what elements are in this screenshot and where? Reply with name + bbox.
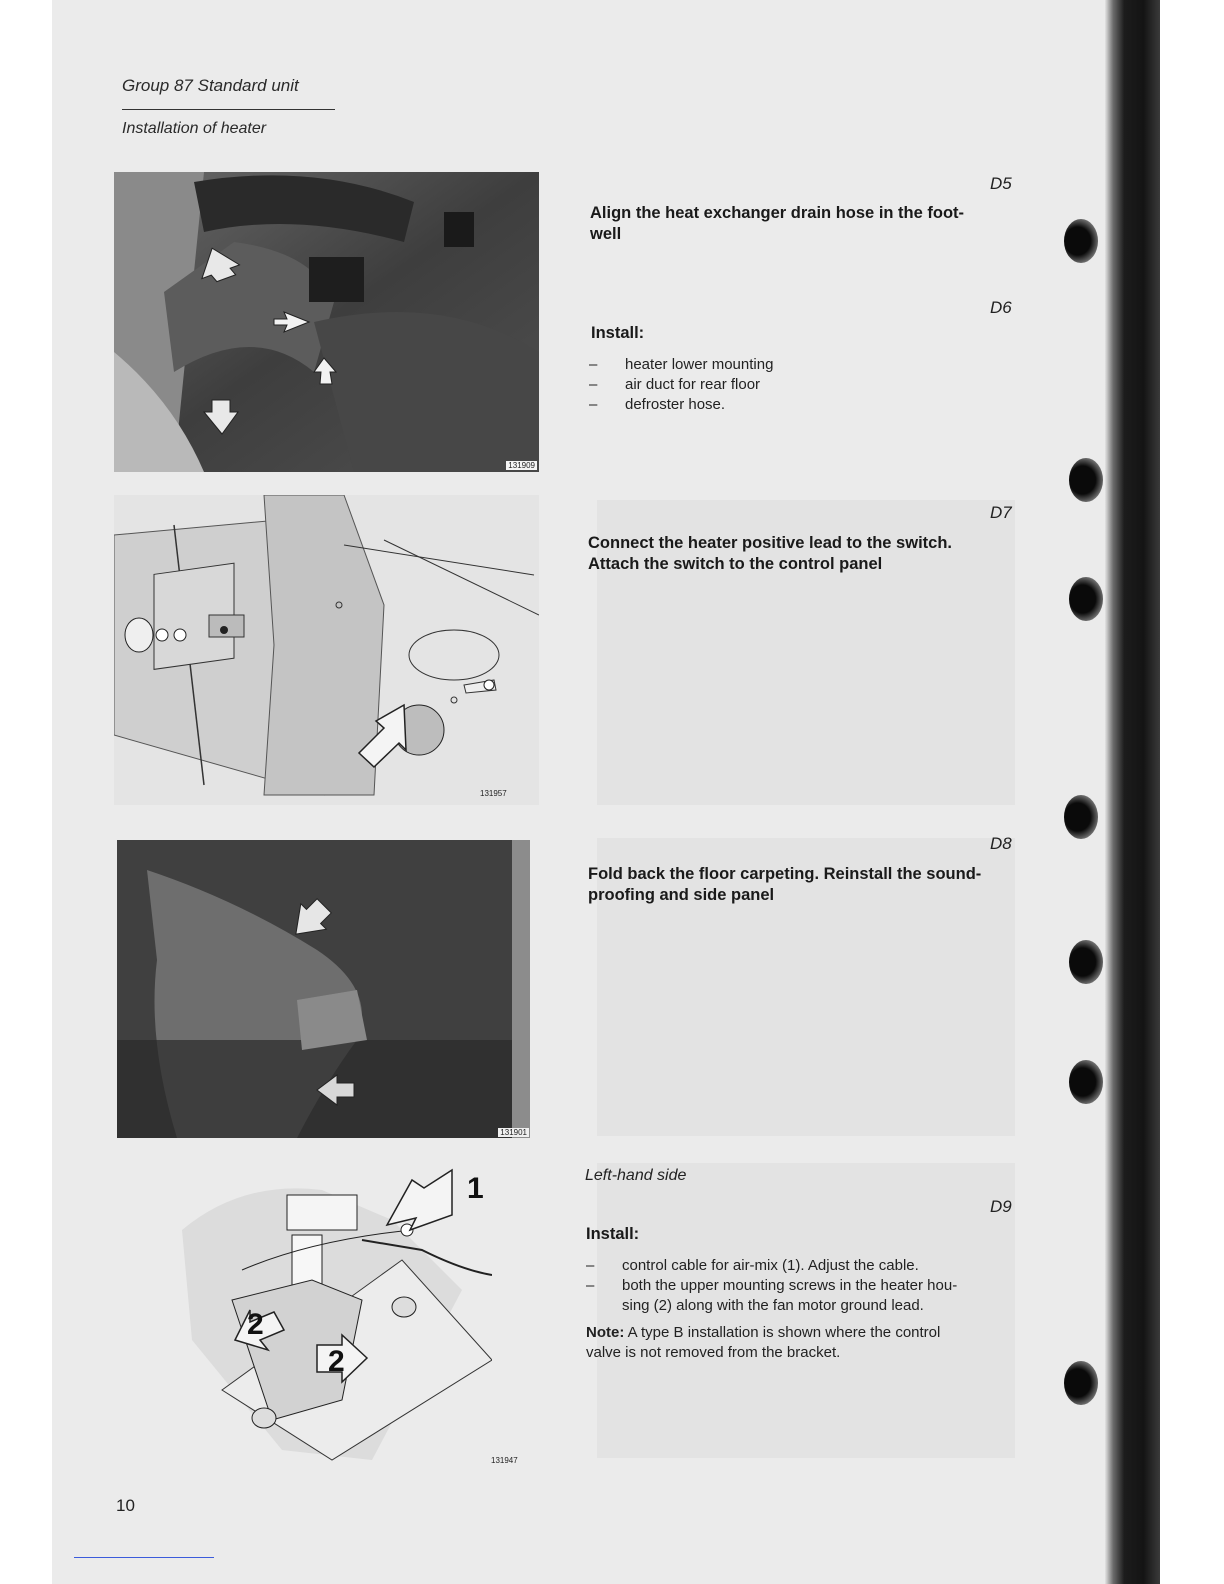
list-item (589, 375, 1009, 395)
callout-2a-label: 2 (247, 1308, 264, 1341)
step-title-line: Connect the heater positive lead to the switch. (588, 534, 952, 552)
drawing-d9-air-mix-cable (162, 1160, 518, 1470)
list-item-text: heater lower mounting (625, 356, 774, 373)
list-item-text: sing (2) along with the fan motor ground lead. (622, 1297, 924, 1314)
step-title-d8 (588, 864, 1028, 906)
step-title-line: well (590, 225, 622, 243)
step-title-d5 (590, 203, 1030, 245)
header-divider (122, 109, 335, 110)
figure-number: 131909 (508, 461, 535, 470)
punch-hole (1069, 577, 1103, 621)
list-item-text: control cable for air-mix (1). Adjust the cable. (622, 1257, 919, 1274)
install-label-d9: Install: (586, 1225, 640, 1243)
note-text: A type B installation is shown where the control (624, 1324, 941, 1341)
step-code-d7: D7 (990, 503, 1012, 522)
step-title-d7 (588, 533, 1028, 575)
bottom-link-underline (74, 1557, 214, 1558)
figure-number: 131947 (491, 1456, 518, 1465)
list-dash: – (589, 376, 598, 393)
list-dash: – (589, 356, 598, 373)
list-item (589, 395, 1009, 415)
note-d9 (586, 1323, 1026, 1363)
step-title-line: Align the heat exchanger drain hose in the foot- (590, 204, 965, 222)
list-dash: – (586, 1277, 595, 1294)
step-code-d9: D9 (990, 1197, 1012, 1216)
figure-number: 131901 (500, 1128, 527, 1137)
punch-hole (1069, 940, 1103, 984)
list-item-text: both the upper mounting screws in the heater hou- (622, 1277, 958, 1294)
binder-edge (1105, 0, 1160, 1584)
drawing-d7-switch (114, 495, 539, 805)
punch-hole (1064, 1361, 1098, 1405)
side-label-d9: Left-hand side (585, 1167, 687, 1184)
install-list-d6 (589, 355, 1009, 415)
figure-number: 131957 (480, 789, 507, 798)
note-line: valve is not removed from the bracket. (586, 1344, 841, 1361)
list-item-text: air duct for rear floor (625, 376, 761, 393)
list-item (586, 1276, 1026, 1296)
callout-1-label: 1 (467, 1172, 484, 1205)
section-heading: Installation of heater (122, 120, 267, 137)
step-code-d6: D6 (990, 298, 1012, 317)
step-code-d8: D8 (990, 834, 1012, 853)
note-label: Note: (586, 1324, 625, 1341)
punch-hole (1064, 795, 1098, 839)
manual-page (52, 0, 1160, 1584)
list-dash: – (586, 1257, 595, 1274)
list-item (589, 355, 1009, 375)
group-heading: Group 87 Standard unit (122, 76, 299, 95)
step-code-d5: D5 (990, 174, 1012, 193)
step-title-line: proofing and side panel (588, 886, 775, 904)
install-label-d6: Install: (591, 324, 645, 342)
photo-d8-side-panel (117, 840, 530, 1138)
callout-2b-label: 2 (328, 1345, 345, 1378)
page-number: 10 (116, 1496, 135, 1515)
list-dash: – (589, 396, 598, 413)
step-title-line: Attach the switch to the control panel (588, 555, 883, 573)
punch-hole (1069, 1060, 1103, 1104)
photo-d5-drain-hose (114, 172, 539, 472)
note-line (586, 1323, 1026, 1343)
install-list-d9 (586, 1256, 1026, 1316)
list-item (586, 1256, 1026, 1276)
punch-hole (1064, 219, 1098, 263)
punch-hole (1069, 458, 1103, 502)
list-item-text: defroster hose. (625, 396, 726, 413)
list-item-continuation (586, 1296, 1026, 1316)
step-title-line: Fold back the floor carpeting. Reinstall the sound- (588, 865, 982, 883)
